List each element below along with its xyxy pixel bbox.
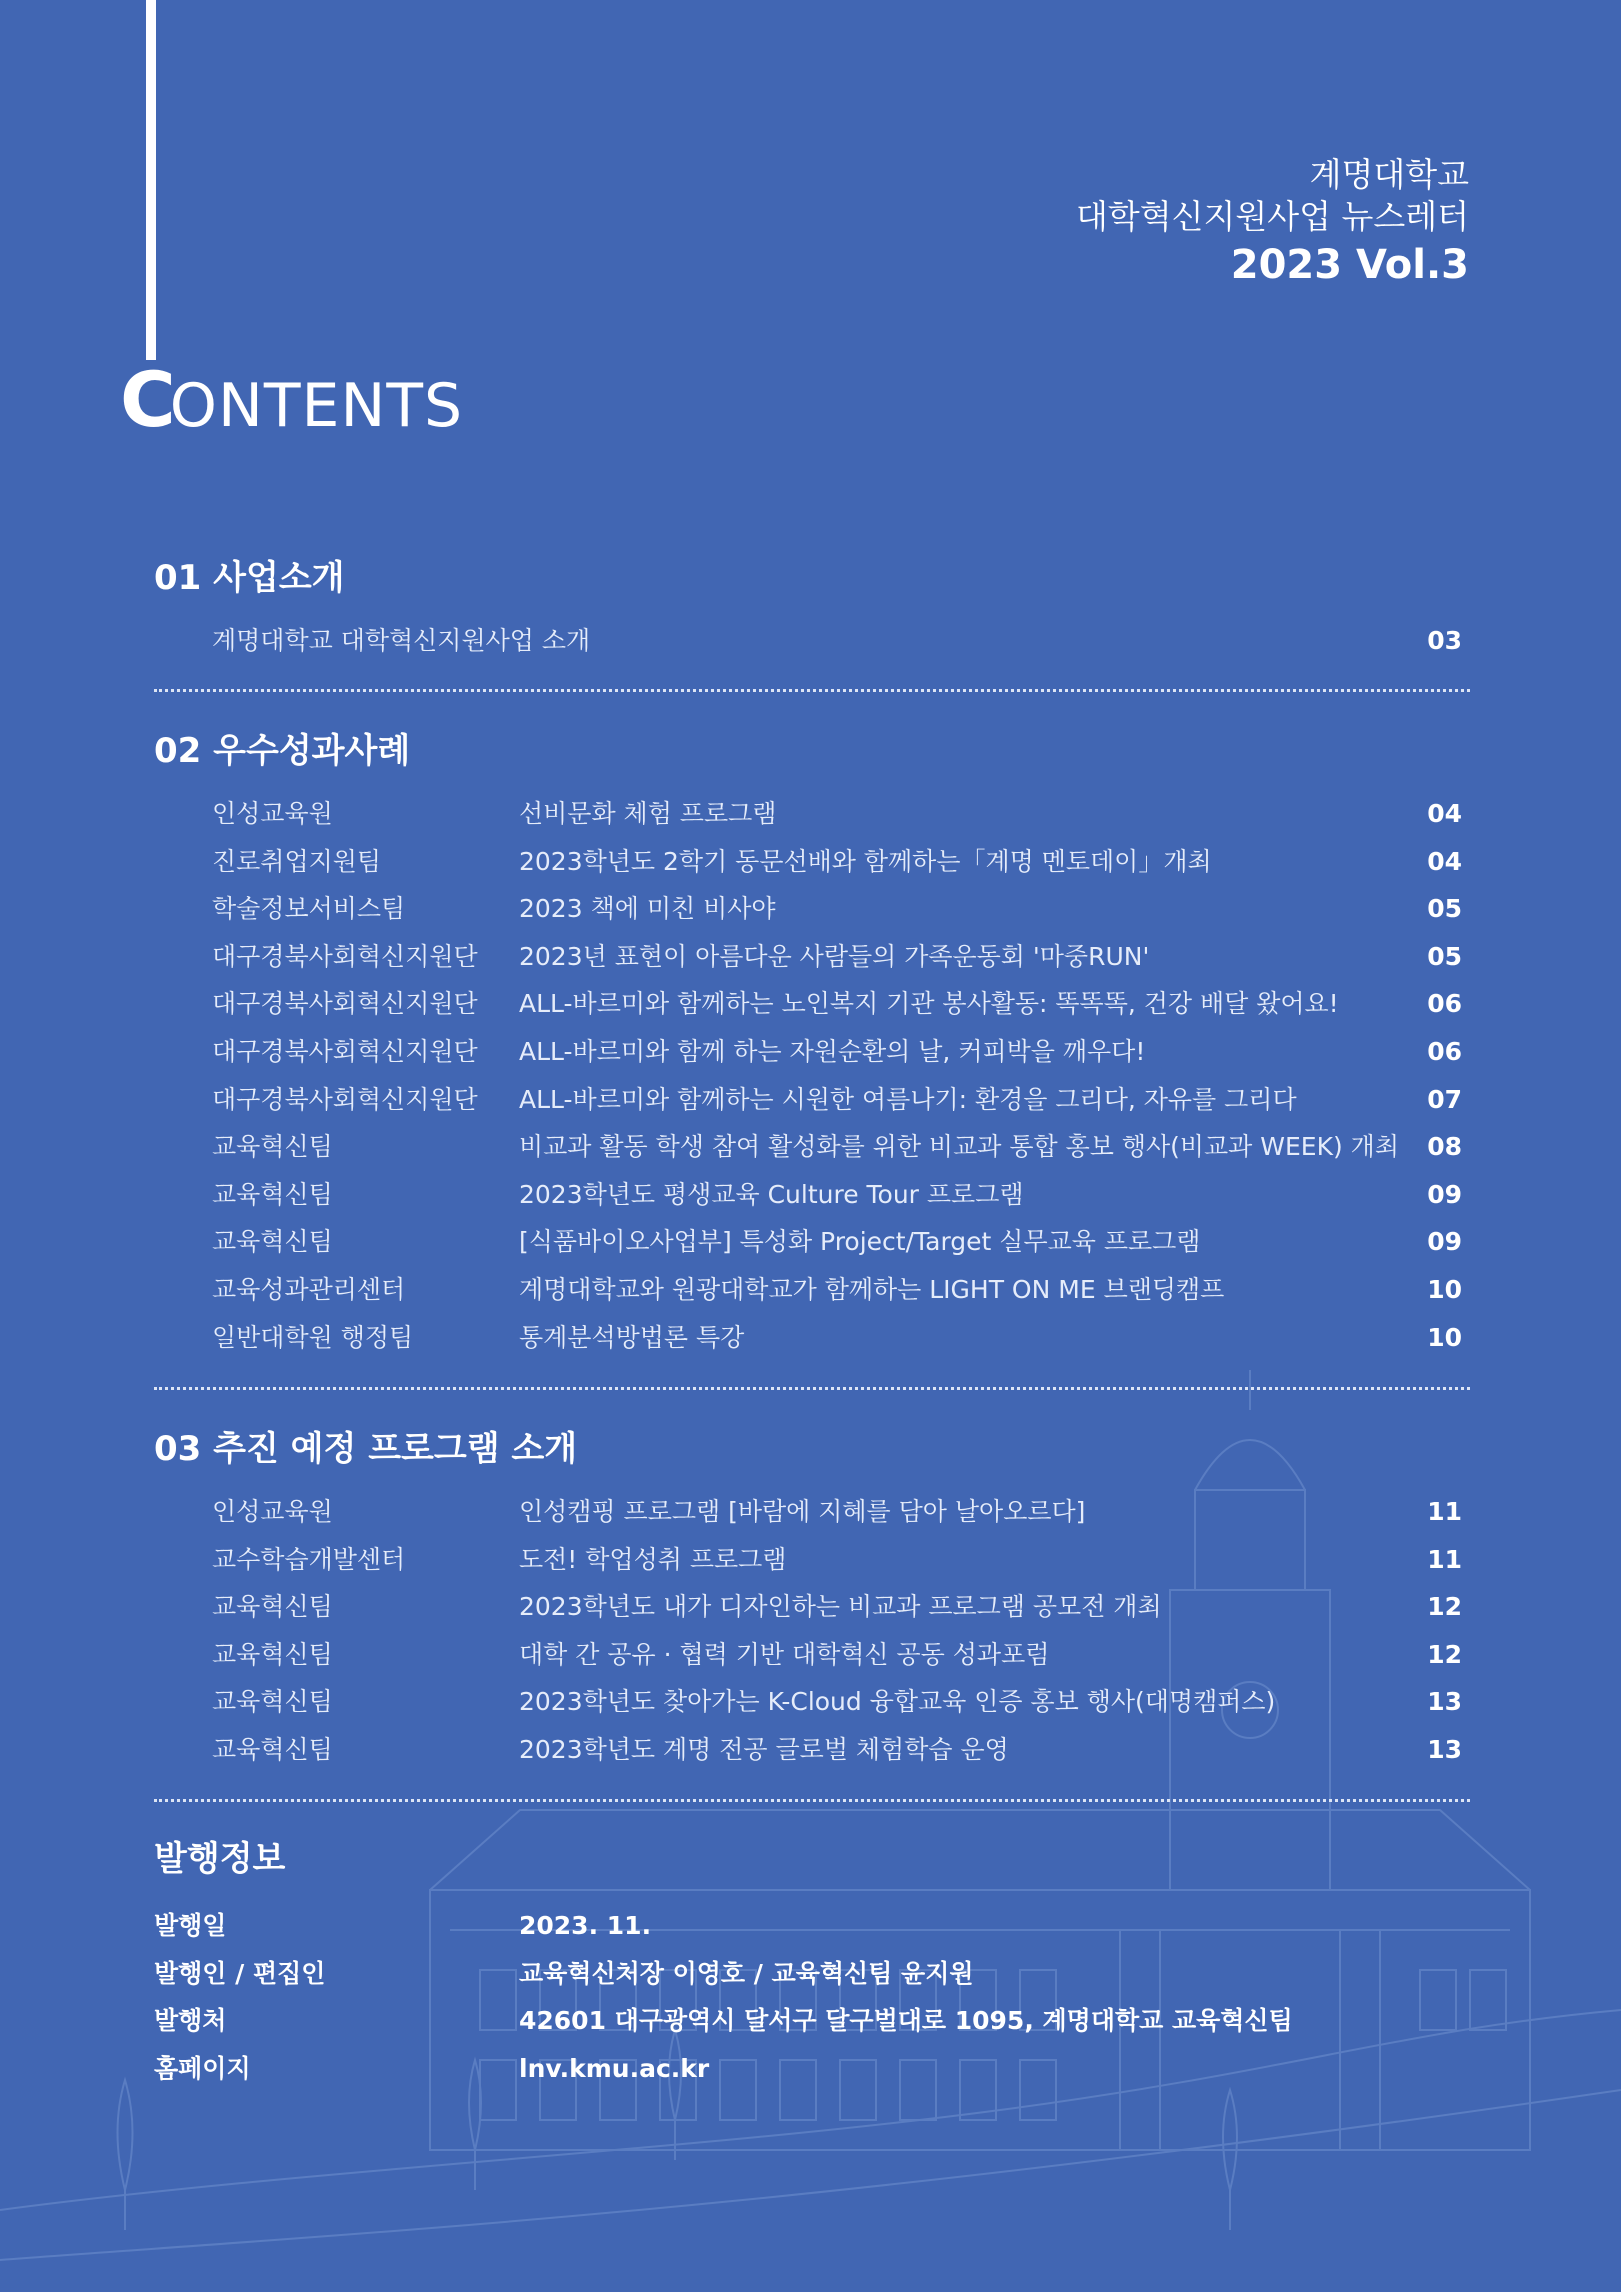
toc-department: 인성교육원 — [212, 1497, 333, 1526]
toc-section-01 — [154, 554, 1470, 672]
toc-department: 대구경북사회혁신지원단 — [212, 941, 478, 971]
toc-department: 교육혁신팀 — [212, 1132, 333, 1162]
toc-entry[interactable] — [154, 1083, 1470, 1131]
toc-page-number: 10 — [1427, 1274, 1462, 1304]
masthead — [1076, 154, 1469, 292]
toc-page-number: 10 — [1427, 1322, 1462, 1352]
toc-entry[interactable] — [154, 797, 1470, 845]
toc-page-number: 12 — [1427, 1639, 1462, 1669]
masthead-newsletter-name: 대학혁신지원사업 뉴스레터 — [1075, 197, 1469, 236]
toc-topic: 선비문화 체험 프로그램 — [519, 799, 777, 828]
publication-row-date — [154, 1909, 1470, 1957]
toc-page-number: 11 — [1427, 1497, 1462, 1526]
toc-entry[interactable] — [154, 1035, 1470, 1083]
toc-topic: 계명대학교와 원광대학교가 함께하는 LIGHT ON ME 브랜딩캠프 — [519, 1274, 1225, 1304]
toc-entry[interactable] — [154, 1130, 1470, 1178]
toc-section-02 — [154, 727, 1470, 1368]
publication-key: 발행일 — [154, 1911, 227, 1940]
toc-topic: 2023학년도 내가 디자인하는 비교과 프로그램 공모전 개최 — [519, 1592, 1162, 1622]
section-divider — [154, 1799, 1470, 1802]
toc-topic: 2023학년도 계명 전공 글로벌 체험학습 운영 — [519, 1734, 1009, 1764]
toc-department: 진로취업지원팀 — [212, 846, 382, 876]
toc-page-number: 09 — [1427, 1227, 1462, 1257]
contents-rest: ONTENTS — [169, 371, 464, 441]
toc-section-03 — [154, 1425, 1470, 1781]
toc-entry[interactable] — [154, 845, 1470, 893]
toc-topic: [식품바이오사업부] 특성화 Project/Target 실무교육 프로그램 — [519, 1227, 1201, 1257]
toc-topic: 인성캠핑 프로그램 [바람에 지혜를 담아 날아오르다] — [519, 1497, 1086, 1526]
toc-department: 인성교육원 — [212, 799, 333, 828]
section-divider — [154, 1387, 1470, 1390]
toc-page-number: 13 — [1427, 1734, 1462, 1764]
toc-entry[interactable] — [154, 624, 1470, 672]
toc-entry[interactable] — [154, 987, 1470, 1035]
toc-entry[interactable] — [154, 892, 1470, 940]
toc-topic: 2023 책에 미친 비사야 — [519, 894, 776, 924]
homepage-link[interactable]: lnv.kmu.ac.kr — [519, 2053, 710, 2083]
toc-entry[interactable] — [154, 1273, 1470, 1321]
toc-department: 교육혁신팀 — [212, 1179, 333, 1209]
toc-entry[interactable] — [154, 1590, 1470, 1638]
toc-entry[interactable] — [154, 1178, 1470, 1226]
toc-department: 교육혁신팀 — [212, 1592, 333, 1622]
section-title: 02 우수성과사례 — [154, 731, 411, 771]
toc-topic: ALL-바르미와 함께 하는 자원순환의 날, 커피박을 깨우다! — [519, 1036, 1146, 1066]
toc-entry[interactable] — [154, 1638, 1470, 1686]
toc-topic: 통계분석방법론 특강 — [519, 1322, 745, 1352]
toc-department: 교육혁신팀 — [212, 1639, 333, 1669]
toc-page-number: 12 — [1427, 1592, 1462, 1622]
section-divider — [154, 689, 1470, 692]
toc-entry[interactable] — [154, 1225, 1470, 1273]
publication-value: 2023. 11. — [519, 1911, 652, 1940]
publication-key: 발행처 — [154, 2006, 227, 2036]
toc-entry[interactable] — [154, 940, 1470, 988]
toc-topic: 2023학년도 찾아가는 K-Cloud 융합교육 인증 홍보 행사(대명캠퍼스) — [519, 1687, 1276, 1717]
toc-department: 학술정보서비스팀 — [212, 894, 406, 924]
toc-entry[interactable] — [154, 1543, 1470, 1591]
toc-page-number: 13 — [1427, 1687, 1462, 1717]
toc-entry[interactable] — [154, 1733, 1470, 1781]
contents-heading — [120, 355, 464, 444]
masthead-university: 계명대학교 — [1309, 155, 1469, 194]
publication-info — [154, 1835, 1470, 2099]
publication-row-address — [154, 2004, 1470, 2052]
toc-page-number: 05 — [1427, 894, 1462, 924]
toc-topic: 2023학년도 평생교육 Culture Tour 프로그램 — [519, 1179, 1024, 1209]
toc-page-number: 04 — [1427, 846, 1462, 876]
masthead-volume: 2023 Vol.3 — [1230, 242, 1469, 288]
toc-page-number: 05 — [1427, 941, 1462, 971]
toc-department: 교육성과관리센터 — [212, 1274, 406, 1304]
publication-value: 42601 대구광역시 달서구 달구벌대로 1095, 계명대학교 교육혁신팀 — [519, 2006, 1293, 2036]
publication-row-publisher — [154, 1957, 1470, 2005]
toc-department: 교수학습개발센터 — [212, 1544, 406, 1574]
toc-page-number: 07 — [1427, 1084, 1462, 1114]
toc-topic: ALL-바르미와 함께하는 노인복지 기관 봉사활동: 똑똑똑, 건강 배달 왔어요! — [519, 989, 1339, 1019]
toc-topic: 도전! 학업성취 프로그램 — [519, 1544, 787, 1574]
publication-value: 교육혁신처장 이영호 / 교육혁신팀 윤지원 — [519, 1958, 974, 1988]
toc-topic: 대학 간 공유 · 협력 기반 대학혁신 공동 성과포럼 — [519, 1639, 1050, 1669]
toc-entry[interactable] — [154, 1685, 1470, 1733]
toc-department: 대구경북사회혁신지원단 — [212, 1036, 478, 1066]
toc-page-number: 11 — [1427, 1544, 1462, 1574]
toc-topic: 비교과 활동 학생 참여 활성화를 위한 비교과 통합 홍보 행사(비교과 WEEK) 개최 — [519, 1132, 1399, 1162]
publication-key: 홈페이지 — [154, 2053, 251, 2083]
toc-department: 일반대학원 행정팀 — [212, 1322, 414, 1352]
toc-page-number: 04 — [1427, 799, 1462, 828]
toc-entry[interactable] — [154, 1321, 1470, 1369]
toc-page-number: 08 — [1427, 1132, 1462, 1162]
toc-department: 대구경북사회혁신지원단 — [212, 1084, 478, 1114]
publication-key: 발행인 / 편집인 — [154, 1958, 326, 1988]
toc-topic: 2023년 표현이 아름다운 사람들의 가족운동회 '마중RUN' — [519, 941, 1150, 971]
toc-page-number: 06 — [1427, 989, 1462, 1019]
toc-department: 대구경북사회혁신지원단 — [212, 989, 478, 1019]
section-title: 03 추진 예정 프로그램 소개 — [154, 1429, 578, 1469]
toc-topic: 2023학년도 2학기 동문선배와 함께하는「계명 멘토데이」개최 — [519, 846, 1212, 876]
toc-department: 교육혁신팀 — [212, 1687, 333, 1717]
toc-entry[interactable] — [154, 1495, 1470, 1543]
decorative-vertical-line — [146, 0, 156, 360]
section-title: 01 사업소개 — [154, 558, 345, 598]
toc-topic: ALL-바르미와 함께하는 시원한 여름나기: 환경을 그리다, 자유를 그리다 — [519, 1084, 1297, 1114]
toc-page-number: 03 — [1427, 626, 1462, 655]
toc-page-number: 06 — [1427, 1036, 1462, 1066]
toc-department: 교육혁신팀 — [212, 1734, 333, 1764]
publication-row-homepage — [154, 2052, 1470, 2100]
contents-initial: C — [120, 355, 170, 444]
publication-title: 발행정보 — [154, 1839, 286, 1879]
toc-topic: 계명대학교 대학혁신지원사업 소개 — [212, 626, 591, 655]
toc-department: 교육혁신팀 — [212, 1227, 333, 1257]
toc-page-number: 09 — [1427, 1179, 1462, 1209]
